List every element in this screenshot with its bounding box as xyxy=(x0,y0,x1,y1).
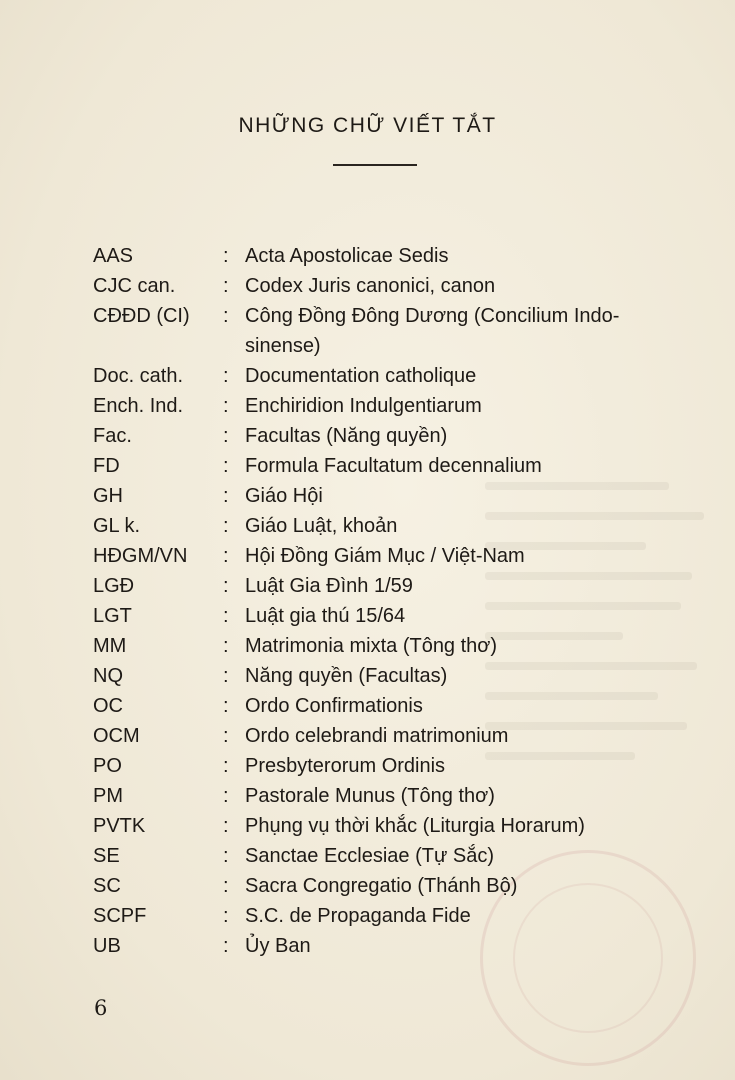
definition: Luật gia thú 15/64 xyxy=(245,605,406,627)
abbreviation: CĐĐD (CI) xyxy=(93,305,190,327)
abbreviation: LGĐ xyxy=(93,575,135,597)
definition: Ordo Confirmationis xyxy=(245,695,423,717)
abbreviation-row xyxy=(93,421,693,451)
abbreviation: SE xyxy=(93,845,120,867)
abbreviation-row xyxy=(93,451,693,481)
separator: : xyxy=(223,245,229,267)
abbreviation-row xyxy=(93,841,693,871)
separator: : xyxy=(223,905,229,927)
abbreviation-row xyxy=(93,391,693,421)
abbreviation: PVTK xyxy=(93,815,146,837)
definition: Matrimonia mixta (Tông thơ) xyxy=(245,635,498,657)
abbreviation-row xyxy=(93,631,693,661)
separator: : xyxy=(223,815,229,837)
abbreviation-row xyxy=(93,811,693,841)
abbreviation: PM xyxy=(93,785,123,807)
abbreviation: Fac. xyxy=(93,425,132,447)
abbreviation: AAS xyxy=(93,245,134,267)
abbreviation-row xyxy=(93,541,693,571)
definition: Sacra Congregatio (Thánh Bộ) xyxy=(245,875,518,897)
abbreviation-list xyxy=(93,241,693,961)
definition: Công Đồng Đông Dương (Concilium Indo-sinense) xyxy=(245,305,620,357)
definition: Hội Đồng Giám Mục / Việt-Nam xyxy=(245,545,525,567)
abbreviation: OC xyxy=(93,695,123,717)
separator: : xyxy=(223,425,229,447)
abbreviation: LGT xyxy=(93,605,132,627)
abbreviation-row xyxy=(93,781,693,811)
abbreviation: FD xyxy=(93,455,120,477)
abbreviation: UB xyxy=(93,935,121,957)
definition: Giáo Luật, khoản xyxy=(245,515,398,537)
abbreviation: SCPF xyxy=(93,905,147,927)
abbreviation-row xyxy=(93,871,693,901)
abbreviation: HĐGM/VN xyxy=(93,545,188,567)
definition: Pastorale Munus (Tông thơ) xyxy=(245,785,495,807)
abbreviation-row xyxy=(93,241,693,271)
definition: Documentation catholique xyxy=(245,365,477,387)
separator: : xyxy=(223,935,229,957)
separator: : xyxy=(223,275,229,297)
definition: Luật Gia Đình 1/59 xyxy=(245,575,413,597)
definition: Giáo Hội xyxy=(245,485,323,507)
abbreviation: Doc. cath. xyxy=(93,365,184,387)
separator: : xyxy=(223,605,229,627)
definition: Sanctae Ecclesiae (Tự Sắc) xyxy=(245,845,495,867)
separator: : xyxy=(223,695,229,717)
separator: : xyxy=(223,845,229,867)
abbreviation: PO xyxy=(93,755,122,777)
page-title: NHỮNG CHỮ VIẾT TẮT xyxy=(238,114,497,137)
abbreviation-row xyxy=(93,601,693,631)
separator: : xyxy=(223,395,229,417)
separator: : xyxy=(223,635,229,657)
abbreviation-row xyxy=(93,271,693,301)
definition: S.C. de Propaganda Fide xyxy=(245,905,471,927)
abbreviation-row xyxy=(93,361,693,391)
separator: : xyxy=(223,515,229,537)
separator: : xyxy=(223,665,229,687)
separator: : xyxy=(223,575,229,597)
abbreviation-row xyxy=(93,751,693,781)
abbreviation-row xyxy=(93,481,693,511)
definition: Formula Facultatum decennalium xyxy=(245,455,542,477)
separator: : xyxy=(223,785,229,807)
abbreviation: NQ xyxy=(93,665,123,687)
abbreviation-row xyxy=(93,901,693,931)
separator: : xyxy=(223,875,229,897)
separator: : xyxy=(223,755,229,777)
title-divider xyxy=(333,164,417,166)
definition: Năng quyền (Facultas) xyxy=(245,665,448,687)
definition: Enchiridion Indulgentiarum xyxy=(245,395,482,417)
page-number: 6 xyxy=(94,996,108,1020)
separator: : xyxy=(223,545,229,567)
abbreviation-row xyxy=(93,301,693,361)
definition: Presbyterorum Ordinis xyxy=(245,755,446,777)
abbreviation-row xyxy=(93,691,693,721)
abbreviation: OCM xyxy=(93,725,140,747)
abbreviation: MM xyxy=(93,635,127,657)
abbreviation: GH xyxy=(93,485,123,507)
abbreviation-row xyxy=(93,931,693,961)
separator: : xyxy=(223,725,229,747)
separator: : xyxy=(223,485,229,507)
abbreviation-row xyxy=(93,661,693,691)
separator: : xyxy=(223,305,229,327)
abbreviation: SC xyxy=(93,875,121,897)
abbreviation: Ench. Ind. xyxy=(93,395,184,417)
definition: Codex Juris canonici, canon xyxy=(245,275,496,297)
definition: Acta Apostolicae Sedis xyxy=(245,245,449,267)
abbreviation-row xyxy=(93,571,693,601)
abbreviation: CJC can. xyxy=(93,275,176,297)
definition: Phụng vụ thời khắc (Liturgia Horarum) xyxy=(245,815,585,837)
separator: : xyxy=(223,365,229,387)
definition: Ủy Ban xyxy=(245,935,311,957)
abbreviation: GL k. xyxy=(93,515,141,537)
abbreviation-row xyxy=(93,511,693,541)
separator: : xyxy=(223,455,229,477)
abbreviation-row xyxy=(93,721,693,751)
definition: Ordo celebrandi matrimonium xyxy=(245,725,509,747)
definition: Facultas (Năng quyền) xyxy=(245,425,448,447)
